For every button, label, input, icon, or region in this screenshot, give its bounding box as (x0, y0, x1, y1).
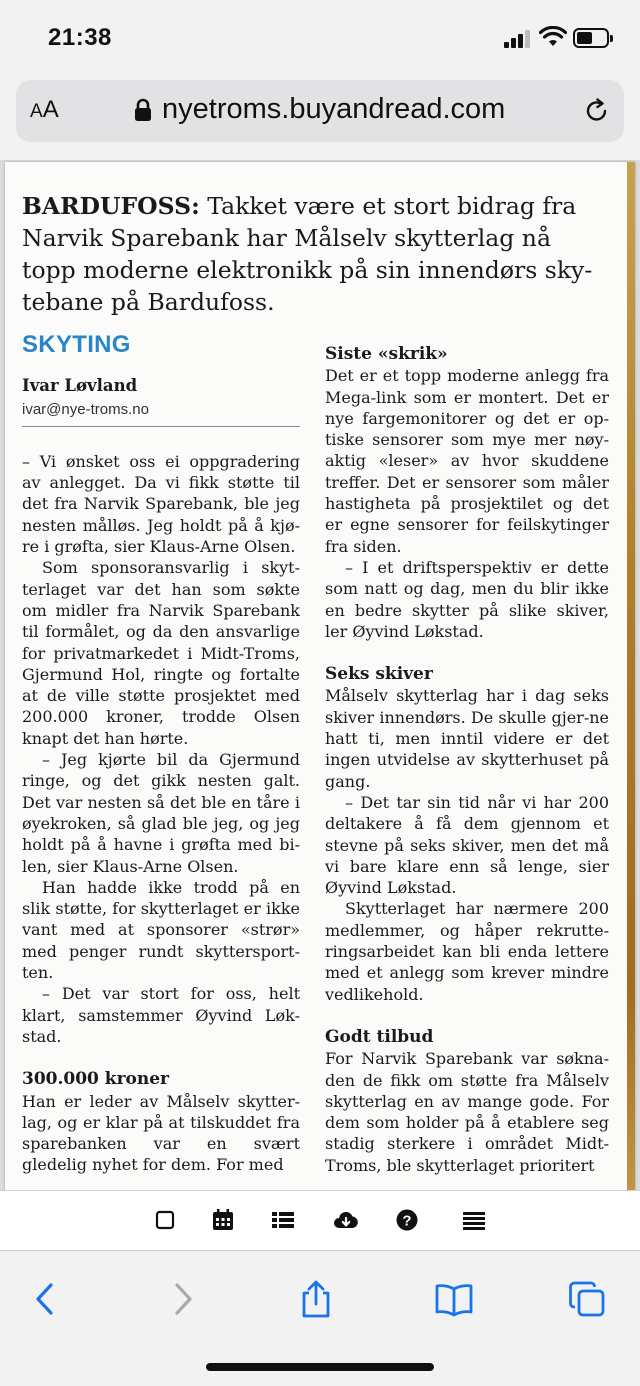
svg-text:?: ? (402, 1212, 412, 1230)
forward-icon[interactable] (162, 1279, 202, 1319)
wifi-icon (539, 26, 567, 48)
status-bar (0, 0, 640, 74)
article-lead (22, 190, 612, 318)
section-kicker: SKYTING (22, 331, 131, 358)
lead-text: Takket være et stort bidrag fra Narvik Sparebank har Målselv skytterlag nå topp moderne elektronikk på sin innendørs sky-tebane på Bardufoss. (22, 192, 593, 316)
article-column-1 (22, 331, 300, 1176)
subheading: Godt tilbud (325, 1026, 434, 1047)
calendar-icon[interactable] (210, 1207, 236, 1233)
share-icon[interactable] (296, 1279, 336, 1319)
article-column-2 (325, 344, 609, 1176)
paragraph: – I et driftsperspektiv er dette som natt og dag, men du blir ikke en bedre skytter på slike skiver, ler Øyvind Løkstad. (325, 557, 609, 641)
paragraph: For Narvik Sparebank var søkna-den de fikk om støtte fra Målselv skytterlag en av mange gode. For dem som holder på å etablere seg stadig sterkere i området Midt-Troms, ble skytterlaget prioritert (325, 1049, 609, 1175)
signal-icon (504, 30, 530, 48)
home-indicator[interactable] (206, 1363, 434, 1371)
battery-icon (573, 28, 609, 48)
paragraph: – Det tar sin tid når vi har 200 deltakere å få dem gjennom et stevne på seks skiver, men det må vi bare klare enn så lenge, sier Øyvind Løkstad. (325, 792, 609, 898)
clock: 21:38 (48, 24, 112, 51)
paragraph: Det er et topp moderne anlegg fra Mega-link som er montert. Det er nye fargemonitorer og det er op-tiske sensorer som mye mer nøy-aktig «leser» av hvor skuddene treffer. Det er sensorer som måler hastigheta på prosjektilet og det er egne sensorer for feilskytinger fra siden. (325, 366, 609, 556)
page-icon[interactable] (152, 1207, 178, 1233)
paragraph: – Det var stort for oss, helt klart, samstemmer Øyvind Løk-stad. (22, 984, 300, 1046)
reader-text-size-button[interactable]: AA (30, 96, 59, 123)
paragraph: Han hadde ikke trodd på en slik støtte, for skytterlaget er ikke vant med at sponsorer «strør» med penger rundt skyttersport-ten. (22, 877, 300, 983)
paragraph: – Vi ønsket oss ei oppgradering av anlegget. Da vi fikk støtte til det fra Narvik Sparebank, ble jeg nesten målløs. Jeg holdt på å kjø-re i grøfta, sier Klaus-Arne Olsen. (22, 451, 300, 557)
menu-icon[interactable] (461, 1207, 487, 1233)
subheading: Seks skiver (325, 664, 433, 685)
newspaper-page (5, 162, 635, 1190)
page-edge (627, 162, 635, 1190)
lock-icon (134, 98, 152, 122)
subheading: Siste «skrik» (325, 344, 448, 364)
reader-toolbar (0, 1190, 640, 1251)
cloud-download-icon[interactable] (333, 1207, 359, 1233)
page-viewer[interactable] (0, 160, 640, 1190)
subheading: 300.000 kroner (22, 1069, 170, 1090)
paragraph: Han er leder av Målselv skytter-lag, og er klar på at tilskuddet fra sparebanken var en svært gledelig nyhet for dem. For med (22, 1091, 300, 1175)
tabs-icon[interactable] (567, 1279, 607, 1319)
help-icon[interactable] (394, 1207, 420, 1233)
paragraph: – Jeg kjørte bil da Gjermund ringe, og det gikk nesten galt. Det var nesten så det ble en tåre i øyekroken, så glad ble jeg, og jeg holdt på å havne i grøfta med bi-len, sier Klaus-Arne Olsen. (22, 750, 300, 876)
back-icon[interactable] (26, 1279, 66, 1319)
author-name: Ivar Løvland (22, 376, 138, 396)
author-email[interactable]: ivar@nye-troms.no (22, 399, 300, 427)
paragraph: Målselv skytterlag har i dag seks skiver innendørs. De skulle gjer-ne hatt ti, men inntil videre er det ingen utvidelse av skytterhuset på gang. (325, 686, 609, 791)
list-icon[interactable] (270, 1207, 296, 1233)
paragraph: Som sponsoransvarlig i skyt-terlaget var det han som søkte om midler fra Narvik Sparebank til formålet, og da den ansvarlige for privatmarkedet i Midt-Troms, Gjermund Hol, ringte og fortalte at de ville støtte prosjektet med 200.000 kroner, trodde Olsen knapt det han hørte. (22, 558, 300, 748)
bookmarks-icon[interactable] (434, 1279, 474, 1319)
address-bar[interactable] (16, 80, 624, 142)
url-text[interactable]: nyetroms.buyandread.com (162, 93, 506, 125)
reload-icon[interactable] (584, 98, 610, 124)
dateline: BARDUFOSS: (22, 192, 200, 220)
paragraph: Skytterlaget har nærmere 200 medlemmer, og håper rekrutte-ringsarbeidet kan bli enda lettere med et anlegg som krever mindre vedlikehold. (325, 899, 609, 1004)
